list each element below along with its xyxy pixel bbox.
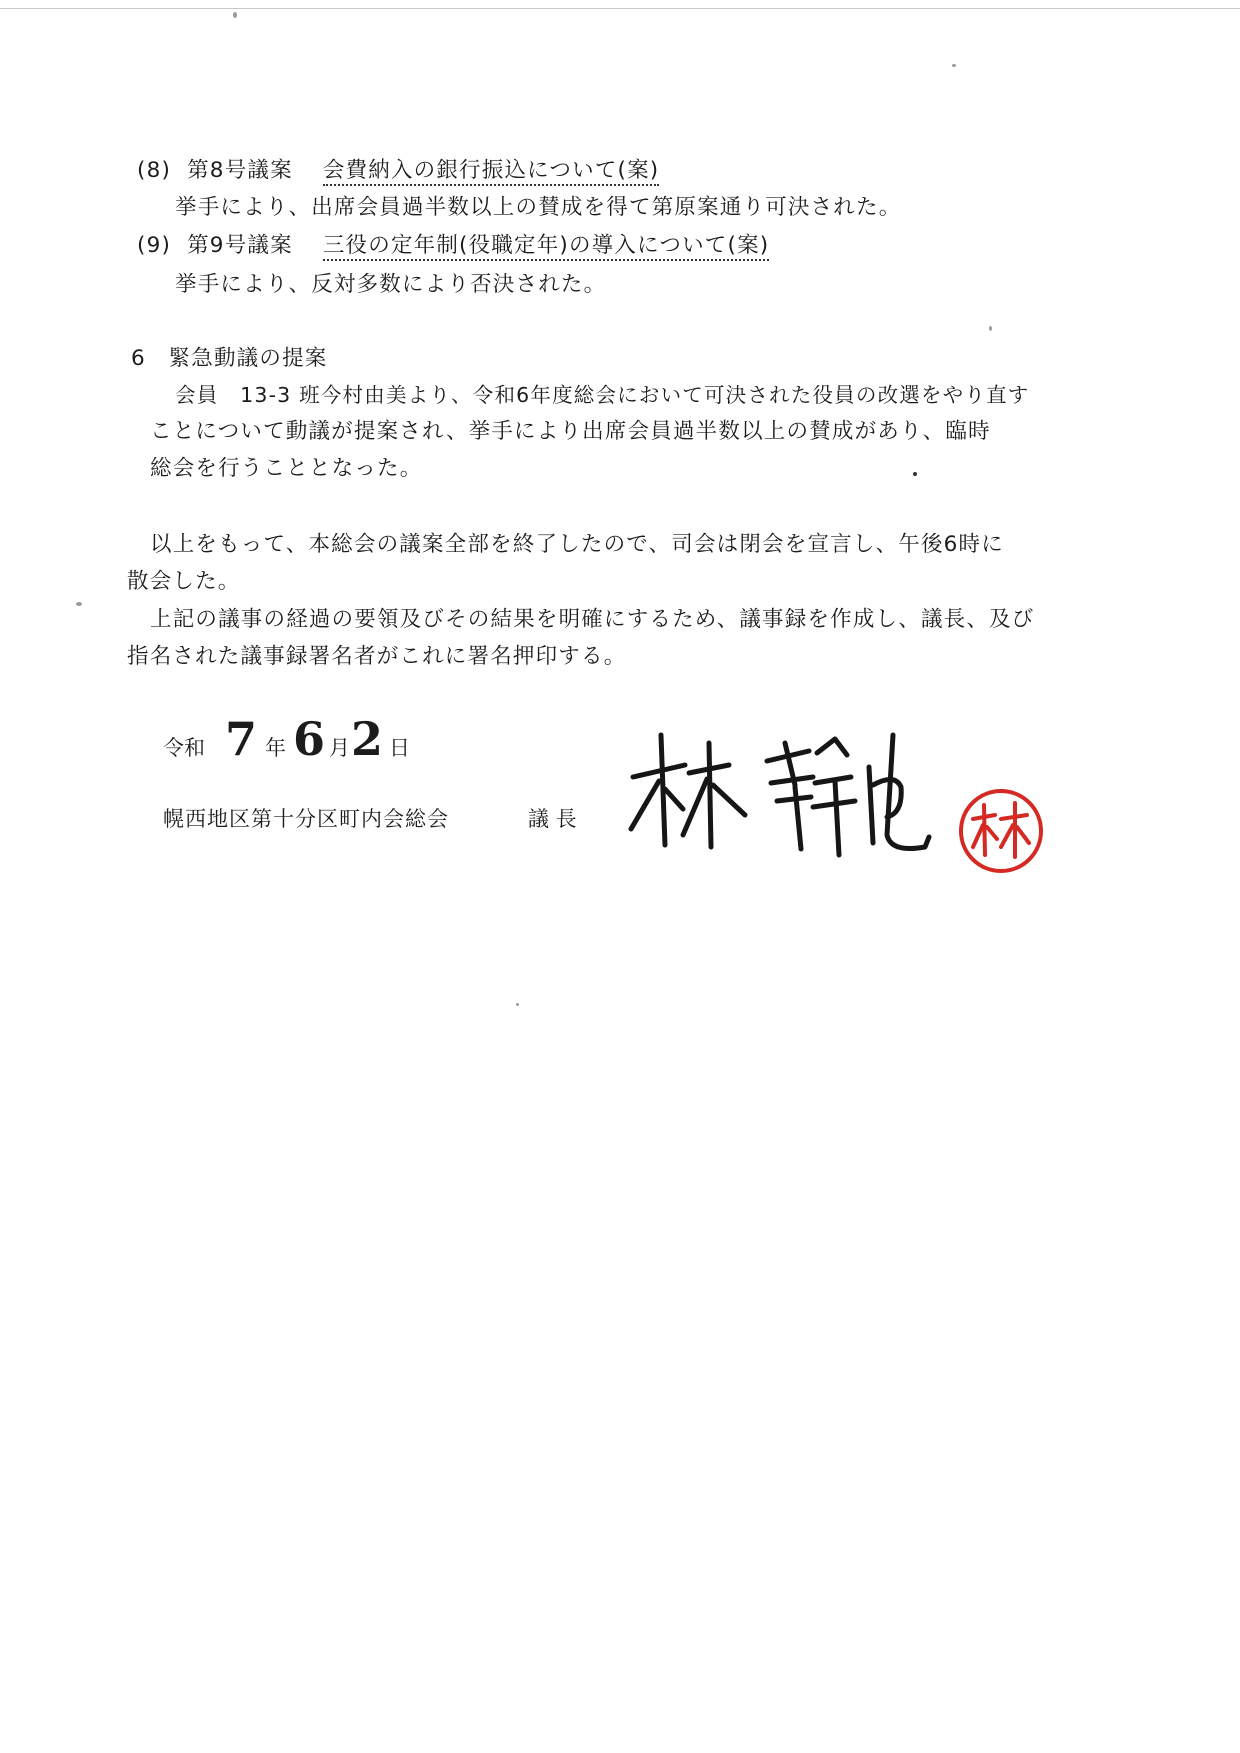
section-6-line: 会員 13-3 班今村由美より、令和6年度総会において可決された役員の改選をやり直す: [175, 383, 1030, 407]
item-number: (9): [137, 233, 172, 258]
scan-edge: [0, 8, 1240, 9]
date-day-unit: 日: [389, 736, 410, 760]
scan-speck: [913, 472, 917, 476]
date-year: 7: [225, 712, 258, 766]
seal-stamp: [955, 785, 1047, 877]
section-6-line: 総会を行うこととなった。: [150, 456, 423, 481]
item-number: (8): [137, 158, 172, 183]
closing-line: 散会した。: [127, 569, 241, 594]
date-month: 6: [293, 712, 326, 766]
item-title: 第9号議案: [187, 233, 293, 258]
scan-speck: [76, 602, 82, 606]
date-month-unit: 月: [329, 736, 350, 760]
section-6-line: ことについて動議が提案され、挙手により出席会員過半数以上の賛成があり、臨時: [150, 419, 991, 444]
item-subject: 三役の定年制(役職定年)の導入について(案): [323, 233, 770, 261]
closing-line: 上記の議事の経過の要領及びその結果を明確にするため、議事録を作成し、議長、及び: [150, 607, 1035, 632]
organization-name: 幌西地区第十分区町内会総会: [163, 807, 449, 831]
item-9-result: 挙手により、反対多数により否決された。: [175, 272, 607, 297]
agenda-item-9: [137, 231, 769, 261]
date-year-unit: 年: [265, 736, 286, 760]
section-6-heading: 6 緊急動議の提案: [131, 346, 328, 371]
scan-speck: [952, 64, 956, 67]
closing-line: 指名された議事録署名者がこれに署名押印する。: [127, 644, 627, 669]
item-subject: 会費納入の銀行振込について(案): [323, 158, 660, 186]
date-day: 2: [351, 712, 384, 766]
item-title: 第8号議案: [187, 158, 293, 183]
scan-speck: [516, 1003, 519, 1006]
chair-title: 議 長: [528, 807, 577, 831]
agenda-item-8: [137, 156, 659, 186]
handwritten-signature: [625, 725, 935, 875]
scan-speck: [233, 12, 237, 18]
closing-line: 以上をもって、本総会の議案全部を終了したので、司会は閉会を宣言し、午後6時に: [150, 532, 1004, 557]
scan-speck: [989, 326, 992, 331]
date-era: 令和: [163, 736, 205, 760]
item-8-result: 挙手により、出席会員過半数以上の賛成を得て第原案通り可決された。: [175, 195, 902, 220]
